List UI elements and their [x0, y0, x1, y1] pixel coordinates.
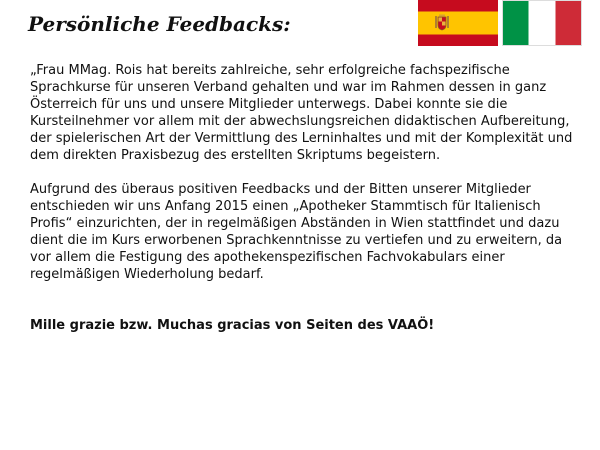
- feedback-content: [30, 62, 575, 334]
- spain-flag-icon[interactable]: [418, 0, 498, 46]
- italy-flag-icon[interactable]: [502, 0, 582, 46]
- language-flags: [410, 0, 600, 46]
- page-title: Persönliche Feedbacks:: [28, 12, 291, 36]
- feedback-paragraph: „Frau MMag. Rois hat bereits zahlreiche, sehr erfolgreiche fachspezifische Sprachkurse für unseren Verband gehalten und war im Rahmen dessen in ganz Österreich für uns und unsere Mitglieder unterwegs. Dabei konnte sie die Kursteilnehmer vor allem mit der abwechslungsreichen didaktischen Aufbereitung, der spielerischen Art der Vermittlung des Lerninhaltes und mit der Komplexität und dem direkten Praxisbezug des erstellten Skriptums begeistern.: [30, 63, 573, 163]
- feedback-paragraph: Aufgrund des überaus positiven Feedbacks und der Bitten unserer Mitglieder entschieden wir uns Anfang 2015 einen „Apotheker Stammtisch für Italienisch Profis“ einzurichten, der in regelmäßigen Abständen in Wien stattfindet und dazu dient die im Kurs erworbenen Sprachkenntnisse zu vertiefen und zu erweitern, da vor allem die Festigung des apothekenspezifischen Fachvokabulars einer regelmäßigen Wiederholung bedarf.: [30, 182, 563, 282]
- spain-coat-of-arms-icon: [434, 14, 450, 32]
- closing-statement: Mille grazie bzw. Muchas gracias von Seiten des VAAÖ!: [30, 318, 435, 333]
